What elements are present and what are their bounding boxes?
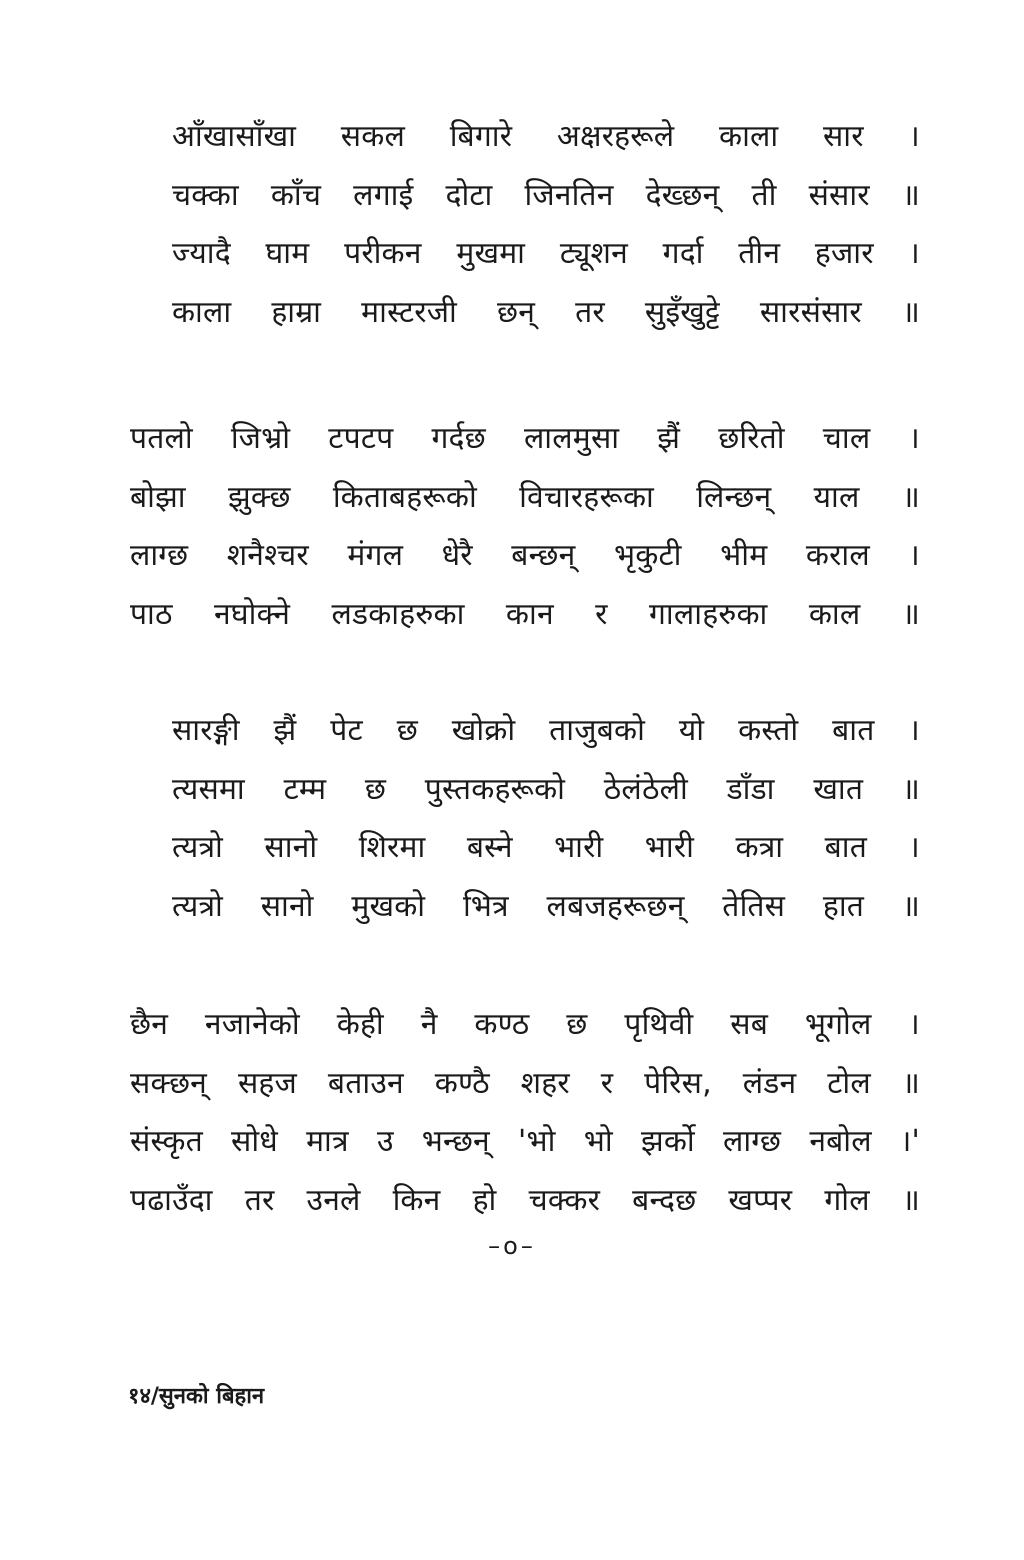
verse-line: लाग्छ शनैश्चर मंगल धेरै बन्छन् भृकुटी भीम कराल । [130, 538, 920, 573]
verse-line: पतलो जिभ्रो टपटप गर्दछ लालमुसा झैं छरितो चाल । [130, 421, 920, 456]
stanza-3 [172, 702, 920, 936]
verse-line: काला हाम्रा मास्टरजी छन् तर सुइँखुट्टे सारसंसार ॥ [172, 294, 920, 330]
verse-line: छैन नजानेको केही नै कण्ठ छ पृथिवी सब भूगोल । [130, 1007, 920, 1042]
verse-line: सक्छन् सहज बताउन कण्ठै शहर र पेरिस, लंडन टोल ॥ [130, 1065, 920, 1101]
poem-end-mark: –o– [488, 1232, 536, 1260]
verse-line: पाठ नघोक्ने लडकाहरुका कान र गालाहरुका काल ॥ [130, 596, 920, 632]
verse-line: चक्का काँच लगाई दोटा जिनतिन देख्छन् ती संसार ॥ [172, 177, 920, 213]
verse-line: ज्यादै घाम परीकन मुखमा ट्यूशन गर्दा तीन हजार । [172, 236, 920, 271]
verse-line: त्यत्रो सानो शिरमा बस्ने भारी भारी कत्रा बात । [172, 830, 920, 865]
verse-line: त्यसमा टम्म छ पुस्तकहरूको ठेलंठेली डाँडा खात ॥ [172, 771, 920, 807]
page-footer: १४/सुनको बिहान [128, 1384, 265, 1409]
stanza-2 [130, 410, 920, 644]
verse-line: सारङ्गी झैं पेट छ खोक्रो ताजुबको यो कस्तो बात । [172, 713, 920, 748]
stanza-1 [172, 108, 920, 342]
verse-line: आँखासाँखा सकल बिगारे अक्षरहरूले काला सार । [172, 119, 920, 154]
stanza-4 [130, 996, 920, 1230]
verse-line: पढाउँदा तर उनले किन हो चक्कर बन्दछ खप्पर गोल ॥ [130, 1182, 920, 1218]
verse-line: त्यत्रो सानो मुखको भित्र लबजहरूछन् तेतिस हात ॥ [172, 888, 920, 924]
verse-line: संस्कृत सोधे मात्र उ भन्छन् 'भो भो झर्को लाग्छ नबोल ।' [130, 1124, 920, 1159]
verse-line: बोझा झुक्छ किताबहरूको विचारहरूका लिन्छन् याल ॥ [130, 479, 920, 515]
